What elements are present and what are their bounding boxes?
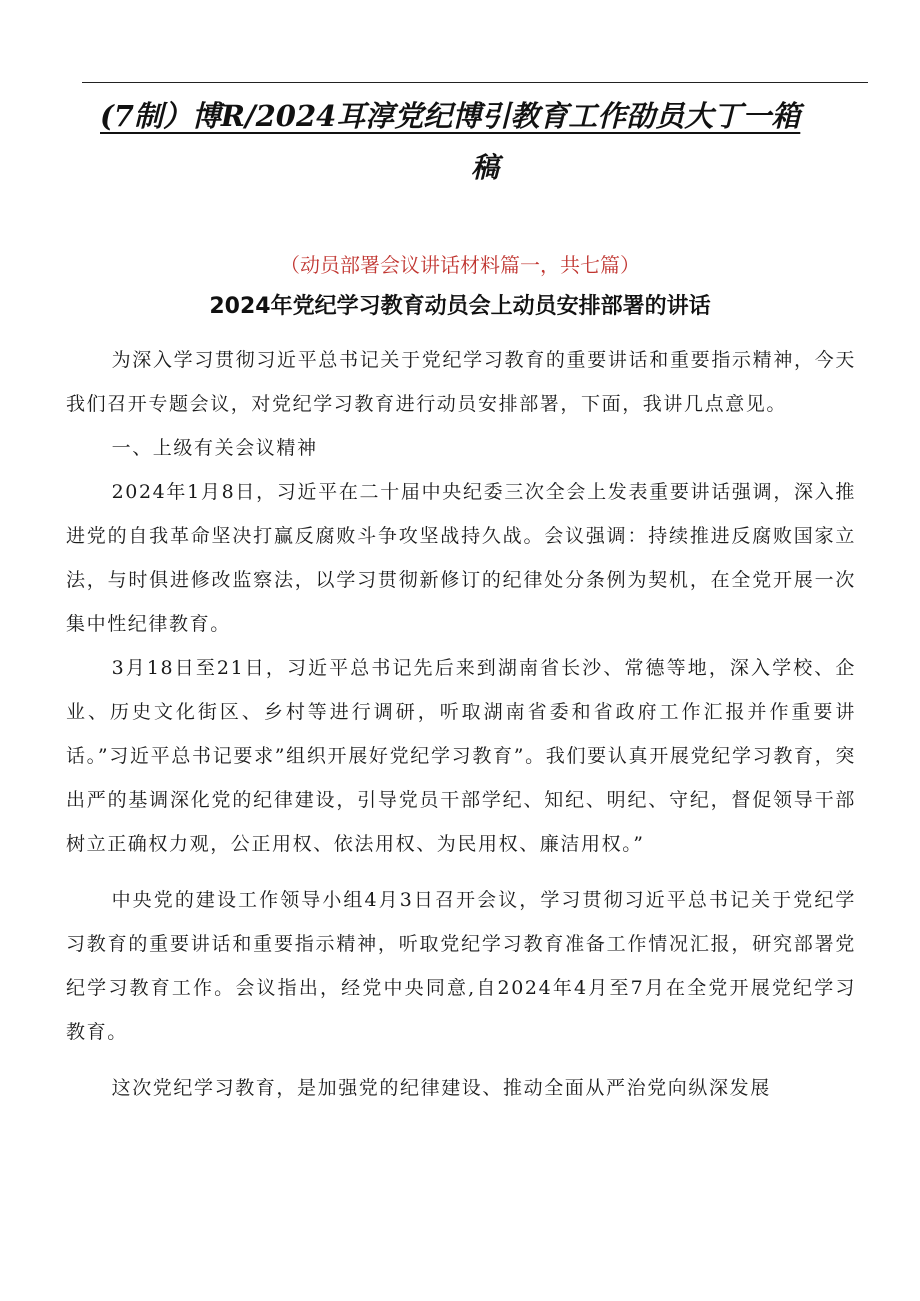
document-title-line1: (7制）博R/2024耳淳党纪博引教育工作劭员大丁一箱 [100, 99, 801, 133]
speech-title: 2024年党纪学习教育动员会上动员安排部署的讲话 [209, 294, 711, 319]
document-body [66, 338, 856, 1110]
paragraph: 中央党的建设工作领导小组4月3日召开会议，学习贯彻习近平总书记关于党纪学习教育的重要讲话和重要指示精神，听取党纪学习教育准备工作情况汇报，研究部署党纪学习教育工作。会议指出，经党中央同意,自2024年4月至7月在全党开展党纪学习教育。 [66, 889, 856, 1043]
paragraph: 2024年1月8日，习近平在二十届中央纪委三次全会上发表重要讲话强调，深入推进党的自我革命坚决打赢反腐败斗争攻坚战持久战。会议强调：持续推进反腐败国家立法，与时俱进修改监察法，以学习贯彻新修订的纪律处分条例为契机，在全党开展一次集中性纪律教育。 [66, 481, 856, 635]
section-subtitle: （动员部署会议讲话材料篇一，共七篇） [280, 253, 640, 277]
document-title-line2: 稿 [470, 151, 499, 184]
section-heading: 一、上级有关会议精神 [111, 437, 318, 459]
header-rule [82, 82, 868, 83]
paragraph-intro: 为深入学习贯彻习近平总书记关于党纪学习教育的重要讲话和重要指示精神，今天我们召开专题会议，对党纪学习教育进行动员安排部署，下面，我讲几点意见。 [66, 349, 856, 415]
paragraph: 这次党纪学习教育，是加强党的纪律建设、推动全面从严治党向纵深发展 [111, 1077, 771, 1099]
paragraph: 3月18日至21日，习近平总书记先后来到湖南省长沙、常德等地，深入学校、企业、历史文化街区、乡村等进行调研，听取湖南省委和省政府工作汇报并作重要讲话。”习近平总书记要求”组织开展好党纪学习教育”。我们要认真开展党纪学习教育，突出严的基调深化党的纪律建设，引导党员干部学纪、知纪、明纪、守纪，督促领导干部树立正确权力观，公正用权、依法用权、为民用权、廉洁用权。” [66, 657, 856, 855]
document-title [100, 96, 870, 188]
